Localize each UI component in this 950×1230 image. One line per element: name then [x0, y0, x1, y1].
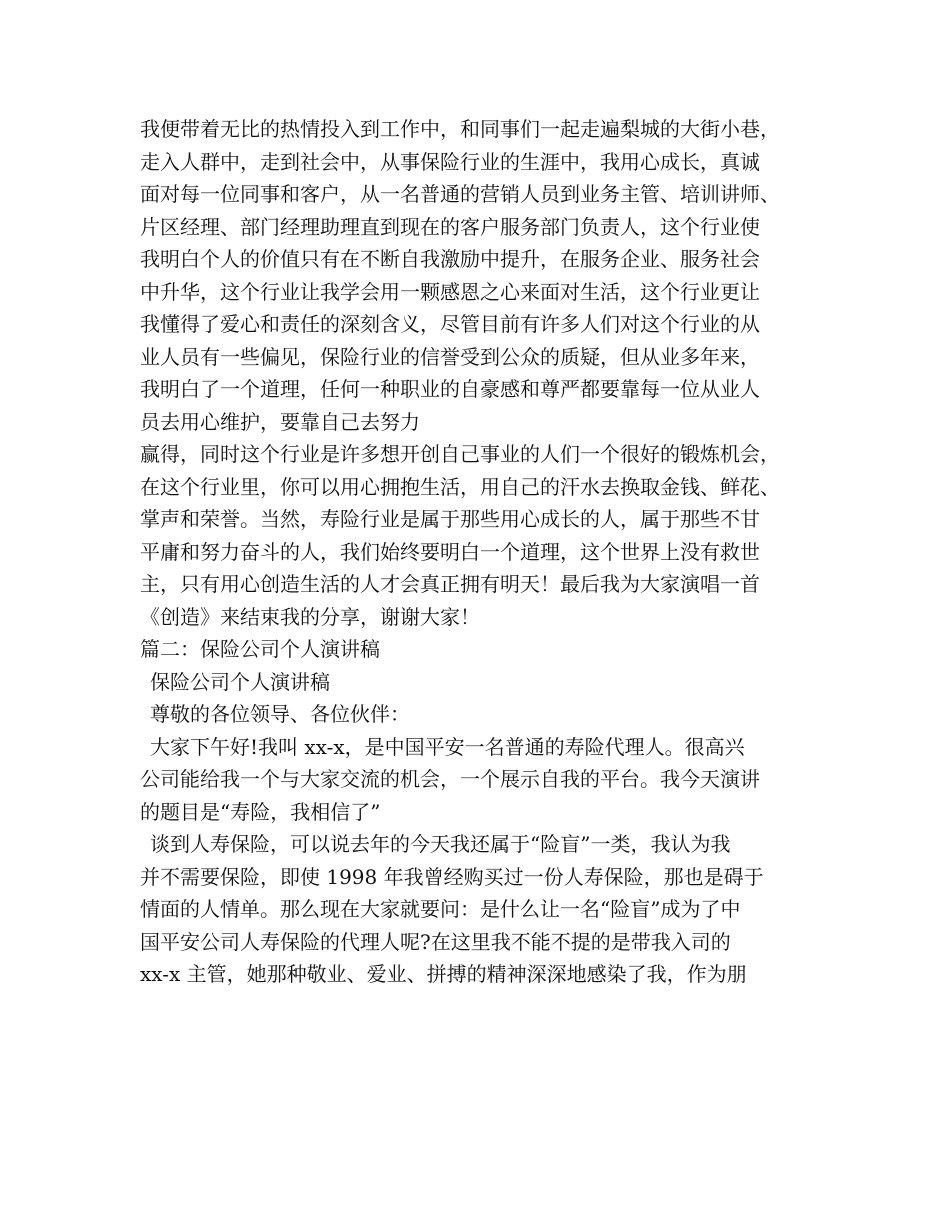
- text-line: 国平安公司人寿保险的代理人呢?在这里我不能不提的是带我入司的: [140, 929, 731, 954]
- text-line: 情面的人情单。那么现在大家就要问：是什么让一名“险盲”成为了中: [140, 897, 741, 921]
- text-line: 面对每一位同事和客户，从一名普通的营销人员到业务主管、培训讲师、: [140, 182, 780, 206]
- text-line: 尊敬的各位领导、各位伙伴：: [150, 702, 410, 726]
- text-line: xx-x 主管，她那种敬业、爱业、拼搏的精神深深地感染了我，作为朋: [140, 962, 747, 986]
- text-line: 中升华，这个行业让我学会用一颗感恩之心来面对生活，这个行业更让: [140, 279, 760, 304]
- text-line: 谈到人寿保险，可以说去年的今天我还属于“险盲”一类，我认为我: [150, 832, 731, 856]
- text-line: 并不需要保险，即使 1998 年我曾经购买过一份人寿保险，那也是碍于: [140, 864, 764, 889]
- text-line: 掌声和荣誉。当然，寿险行业是属于那些用心成长的人，属于那些不甘: [140, 507, 760, 531]
- text-line: 我便带着无比的热情投入到工作中，和同事们一起走遍梨城的大街小巷，: [140, 117, 780, 141]
- text-line: 主，只有用心创造生活的人才会真正拥有明天！最后我为大家演唱一首: [140, 572, 760, 596]
- text-line: 走入人群中，走到社会中，从事保险行业的生涯中，我用心成长，真诚: [140, 149, 760, 174]
- text-line: 平庸和努力奋斗的人，我们始终要明白一个道理，这个世界上没有救世: [140, 539, 760, 564]
- text-line: 员去用心维护，要靠自己去努力: [140, 409, 420, 434]
- text-line: 我明白了一个道理，任何一种职业的自豪感和尊严都要靠每一位从业人: [140, 377, 760, 401]
- text-line: 业人员有一些偏见，保险行业的信誉受到公众的质疑，但从业多年来，: [140, 344, 760, 369]
- text-line: 我懂得了爱心和责任的深刻含义，尽管目前有许多人们对这个行业的从: [140, 312, 760, 336]
- text-line: 篇二：保险公司个人演讲稿: [140, 637, 380, 661]
- text-line: 保险公司个人演讲稿: [150, 669, 330, 694]
- text-line: 《创造》来结束我的分享，谢谢大家！: [140, 604, 480, 629]
- text-line: 在这个行业里，你可以用心拥抱生活，用自己的汗水去换取金钱、鲜花、: [140, 474, 780, 499]
- text-line: 片区经理、部门经理助理直到现在的客户服务部门负责人，这个行业使: [140, 214, 760, 239]
- text-line: 赢得，同时这个行业是许多想开创自己事业的人们一个很好的锻炼机会，: [140, 442, 780, 466]
- text-line: 的题目是“寿险，我相信了”: [140, 799, 381, 824]
- text-line: 我明白个人的价值只有在不断自我激励中提升，在服务企业、服务社会: [140, 247, 760, 271]
- document-body: [140, 113, 830, 991]
- text-line: 公司能给我一个与大家交流的机会，一个展示自我的平台。我今天演讲: [140, 767, 760, 791]
- text-line: 大家下午好!我叫 xx-x，是中国平安一名普通的寿险代理人。很高兴: [150, 734, 745, 759]
